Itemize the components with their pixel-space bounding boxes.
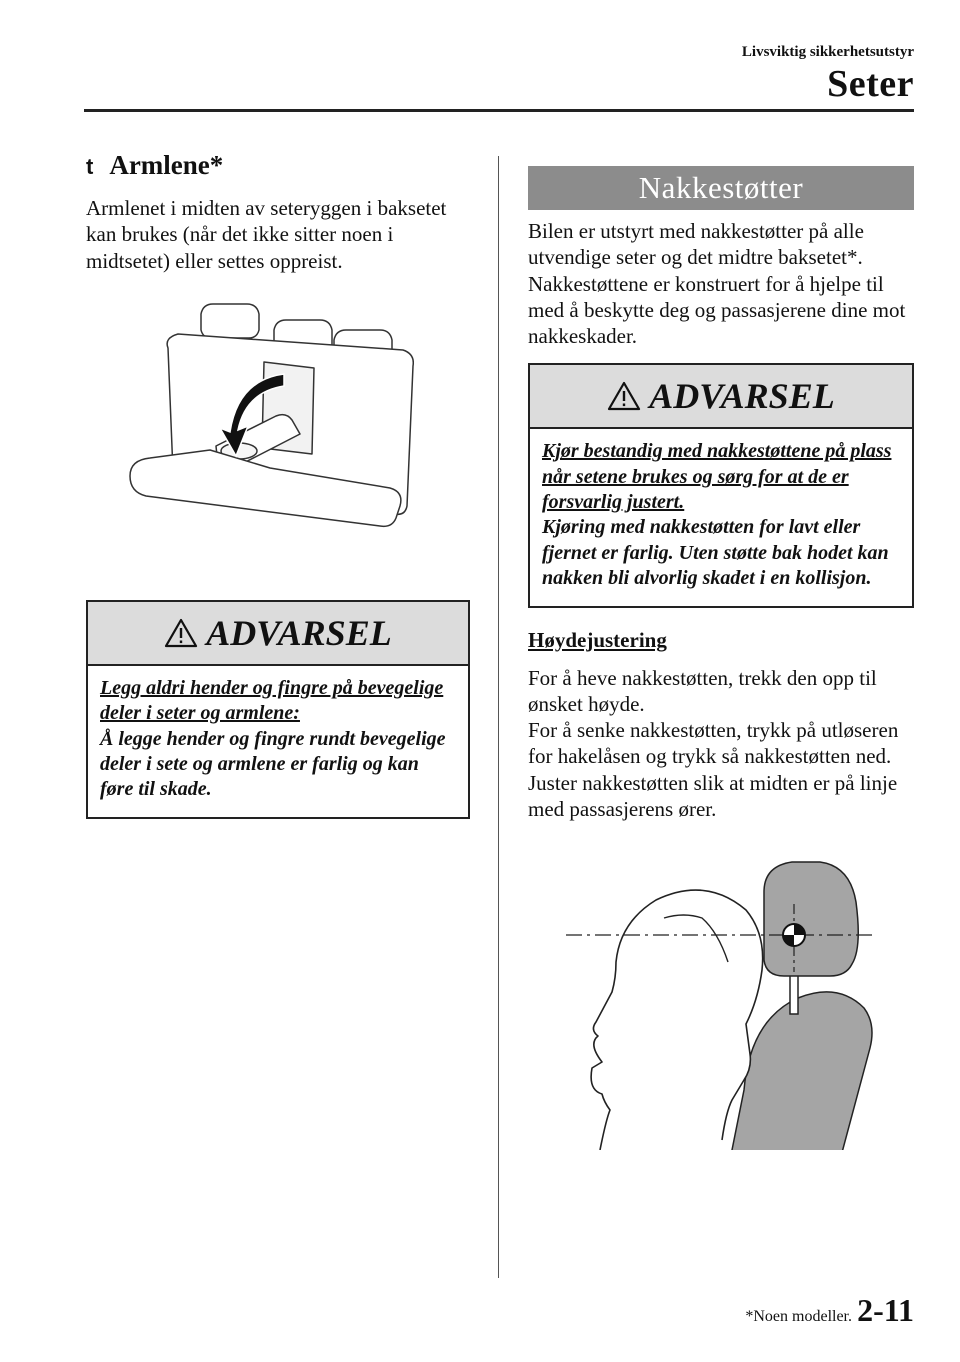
warning-text: Kjøring med nakkestøtten for lavt eller fjernet er farlig. Uten støtte bak hodet kan nakken bli alvorlig skadet i en kollisjon.	[542, 516, 889, 590]
adjust-text-lower: For å senke nakkestøtten, trykk på utløseren for hakelåsen og trykk så nakkestøtten ned.	[528, 718, 899, 769]
warning-title: ADVARSEL	[206, 612, 392, 653]
column-divider	[498, 156, 499, 1278]
warning-triangle-icon	[607, 381, 641, 411]
armrest-heading	[86, 150, 476, 181]
heading-bullet: t	[86, 154, 94, 179]
warning-underlined-text: Kjør bestandig med nakkestøttene på plass når setene brukes og sørg for at de er forsvarlig justert.	[542, 440, 892, 514]
headrest-illustration	[564, 860, 884, 1150]
warning-underlined-text: Legg aldri hender og fingre på bevegelige deler i seter og armlene:	[100, 676, 444, 725]
warning-body	[530, 429, 912, 605]
section-label: Livsviktig sikkerhetsutstyr	[741, 44, 914, 60]
rear-seat-illustration	[124, 296, 414, 534]
warning-header	[530, 365, 912, 429]
adjust-text-align: Juster nakkestøtten slik at midten er på linje med passasjerens ører.	[528, 770, 898, 821]
head-headrest-alignment-image	[564, 860, 884, 1150]
warning-title: ADVARSEL	[649, 376, 835, 417]
height-adjust-heading: Høydejustering	[528, 627, 667, 652]
warning-body	[88, 666, 468, 817]
page-number: 2-11	[857, 1292, 914, 1328]
headrest-paragraph: Bilen er utstyrt med nakkestøtter på alle utvendige seter og det midtre baksetet*. Nakkestøttene er konstruert for å hjelpe til med å beskytte deg og passasjerene dine mot nakkeskader.	[528, 219, 906, 348]
header-rule	[84, 109, 914, 112]
armrest-warning-box	[86, 600, 470, 819]
rear-seat-armrest-image	[124, 296, 414, 534]
warning-text: Å legge hender og fingre rundt bevegelige deler i sete og armlene er farlig og kan føre til skade.	[100, 727, 446, 801]
page-title: Seter	[827, 63, 914, 105]
footnote: *Noen modeller.	[745, 1308, 852, 1325]
headrest-warning-box	[528, 363, 914, 607]
armrest-heading-text: Armlene*	[109, 150, 224, 180]
warning-triangle-icon	[164, 618, 198, 648]
adjust-text-raise: For å heve nakkestøtten, trekk den opp til ønsket høyde.	[528, 665, 877, 716]
right-column	[528, 166, 914, 1150]
left-column	[86, 150, 476, 819]
headrest-banner: Nakkestøtter	[528, 166, 914, 210]
warning-header	[88, 602, 468, 666]
armrest-paragraph: Armlenet i midten av seteryggen i baksetet kan brukes (når det ikke sitter noen i midtsetet) eller settes oppreist.	[86, 196, 447, 273]
